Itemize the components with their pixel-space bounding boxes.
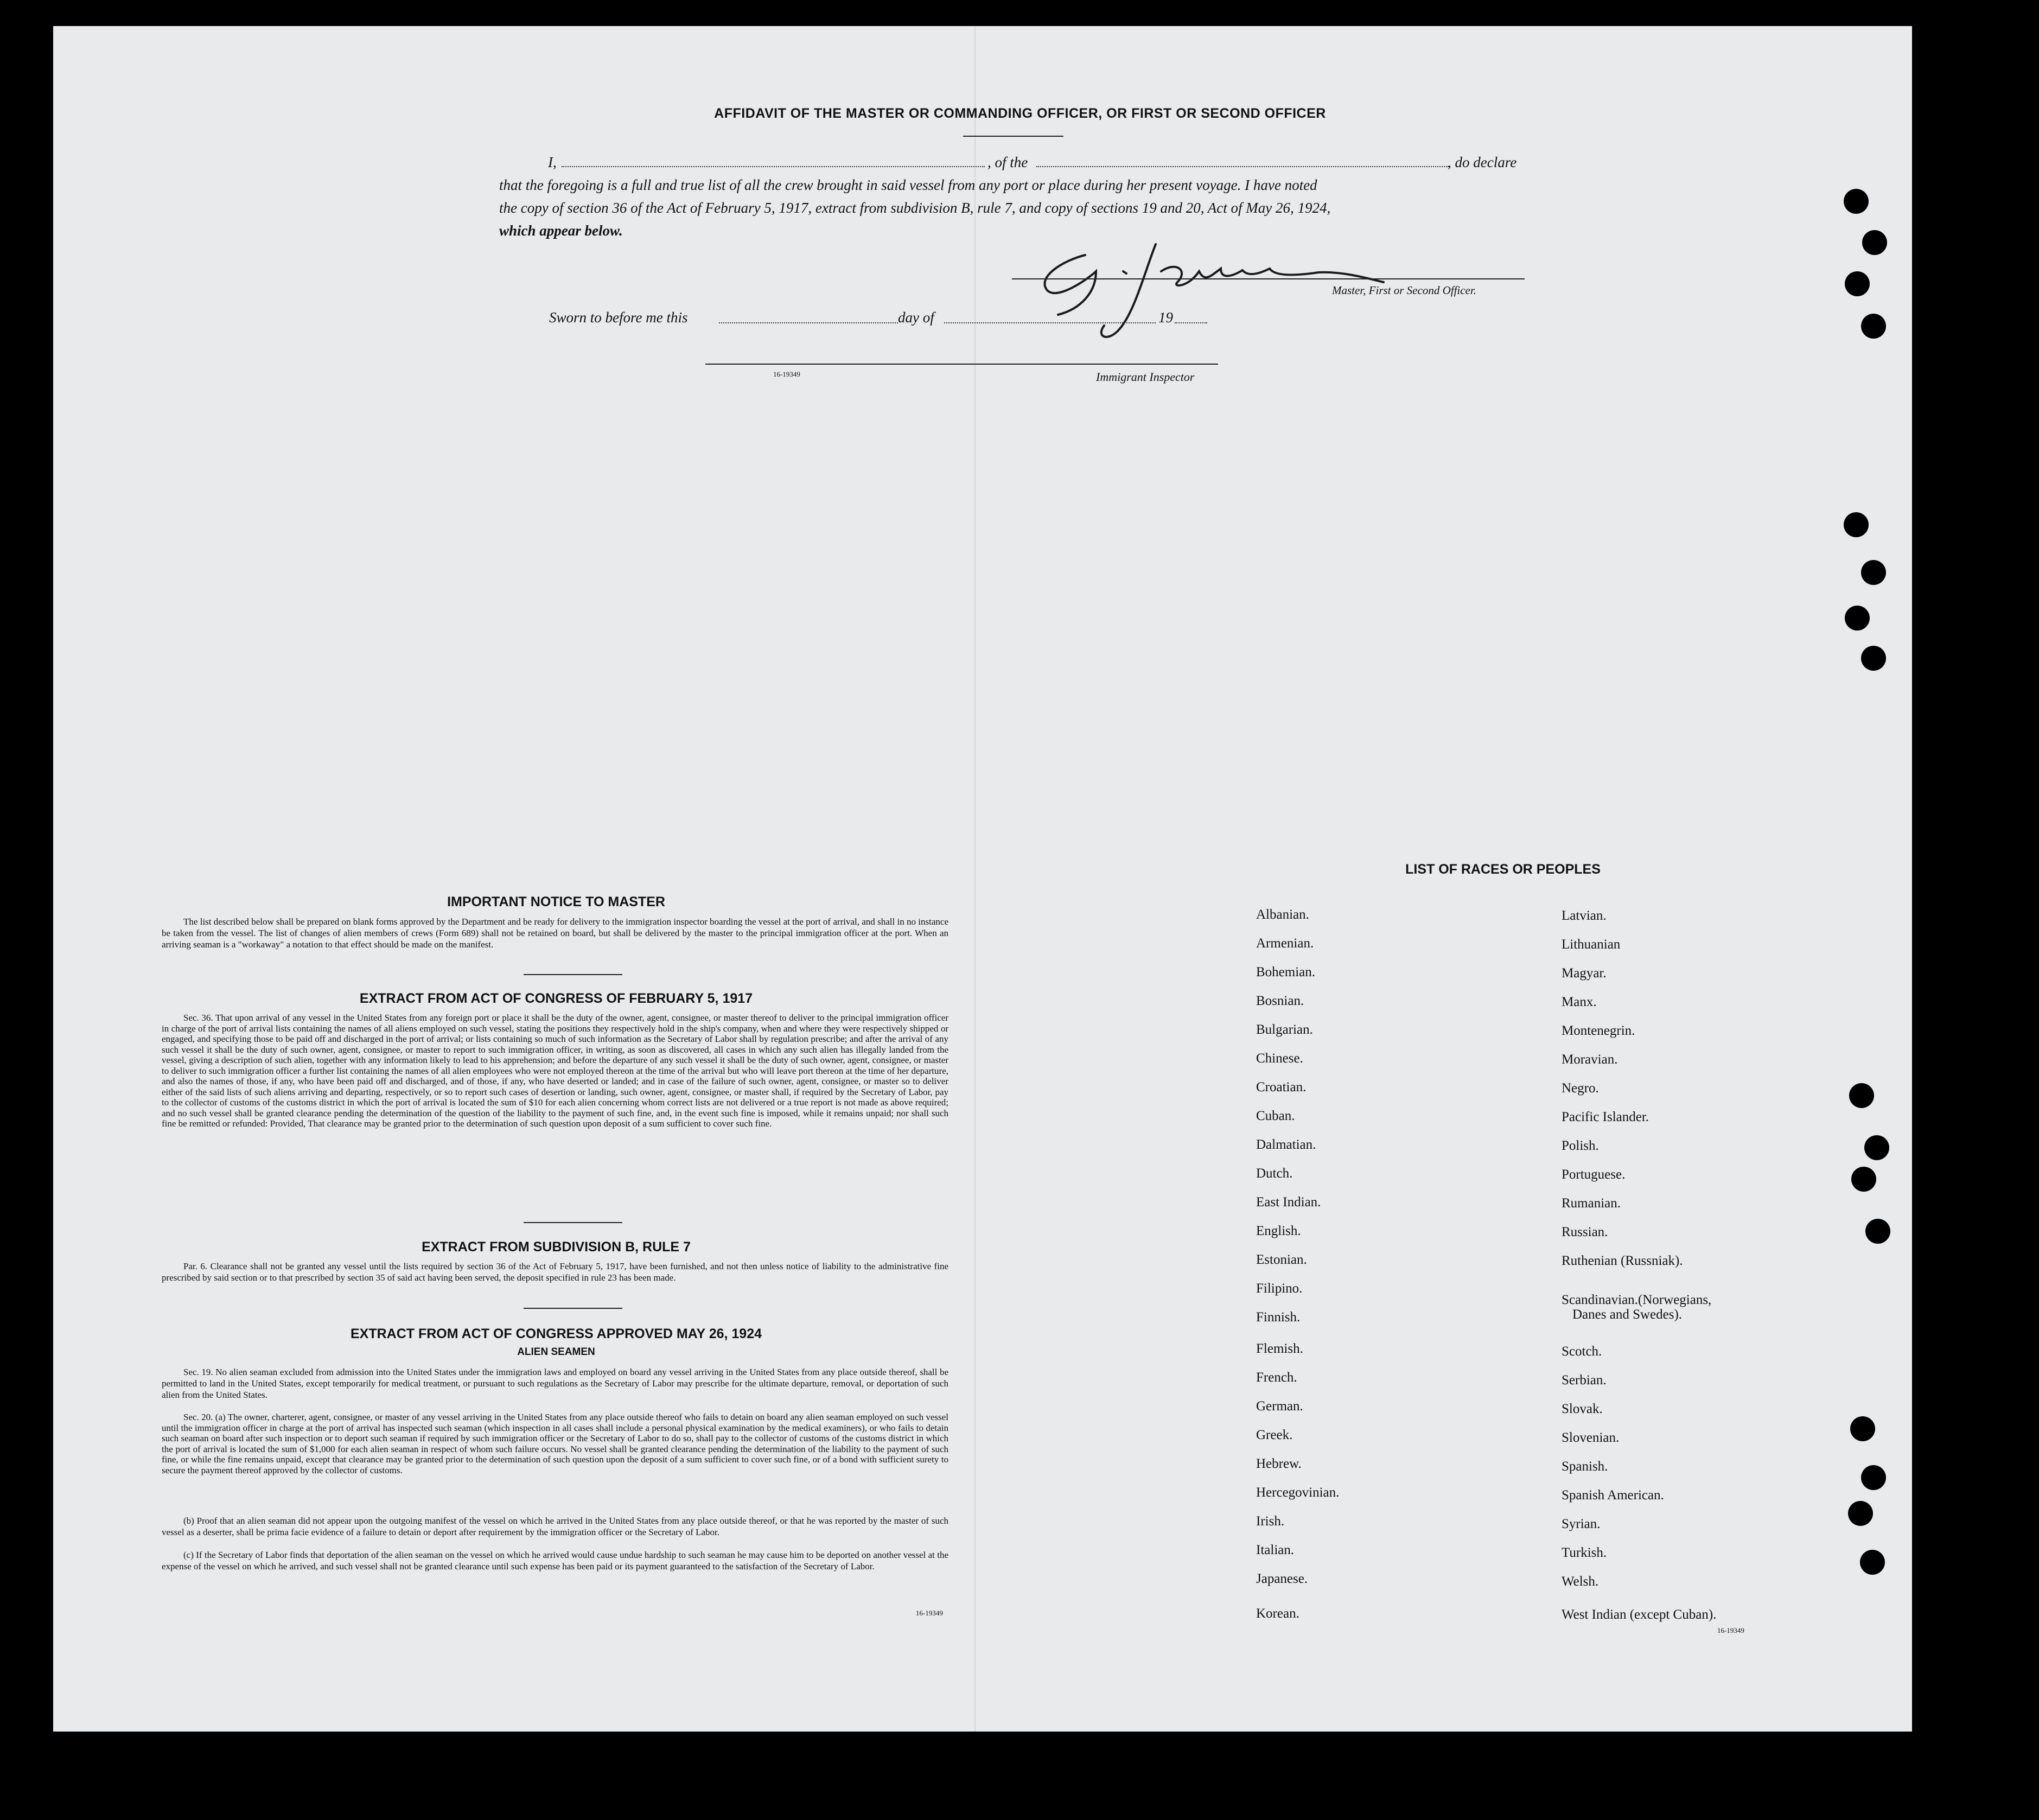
race-item: Syrian.: [1562, 1517, 1601, 1531]
race-item: Estonian.: [1256, 1252, 1307, 1267]
punch-hole: [1849, 1083, 1874, 1108]
punch-hole: [1845, 271, 1870, 296]
race-item: Armenian.: [1256, 936, 1314, 951]
race-item: West Indian (except Cuban).: [1562, 1607, 1717, 1622]
race-item: East Indian.: [1256, 1195, 1321, 1210]
notice-body: The list described below shall be prepared on blank forms approved by the Department and be ready for delivery to the immigration inspector boarding the vessel at the port of arrival, and shall in no instance be taken from the vessel. The list of changes of alien members of crews (Form 689) shall not be retained on board, but shall be delivered by the master to the principal immigration officer at the port. When an arriving seaman is a "workaway" a notation to that effect should be made on the manifest.: [162, 917, 948, 950]
race-item: Serbian.: [1562, 1373, 1607, 1388]
sec19-body: Sec. 19. No alien seaman excluded from admission into the United States under the immigration laws and employed on board any vessel arriving in the United States from any place outside thereof, shall be permitted to land in the United States, except temporarily for medical treatment, or pursuant to such regulations as the Secretary of Labor may prescribe for the ultimate departure, removal, or deportation of such alien from the United States.: [162, 1367, 948, 1400]
document-sheet: [53, 26, 1912, 1732]
race-item: Spanish.: [1562, 1459, 1608, 1474]
punch-hole: [1861, 1465, 1886, 1490]
race-item: Negro.: [1562, 1081, 1599, 1096]
affidavit-line2: that the foregoing is a full and true list of all the crew brought in said vessel from any port or place during her present voyage. I have noted: [499, 177, 1317, 193]
race-item: Welsh.: [1562, 1574, 1599, 1589]
notice-title: IMPORTANT NOTICE TO MASTER: [447, 894, 665, 909]
divider: [524, 1222, 622, 1223]
punch-hole: [1844, 189, 1869, 214]
race-item: Cuban.: [1256, 1109, 1295, 1123]
rule7-title: EXTRACT FROM SUBDIVISION B, RULE 7: [422, 1239, 691, 1255]
race-item: Magyar.: [1562, 966, 1607, 981]
punch-hole: [1862, 230, 1887, 255]
race-item: Greek.: [1256, 1428, 1293, 1442]
race-item: Manx.: [1562, 995, 1597, 1009]
race-item: English.: [1256, 1224, 1301, 1238]
divider: [524, 1308, 622, 1309]
race-item: Portuguese.: [1562, 1167, 1626, 1182]
sworn-day-field[interactable]: [719, 322, 898, 323]
race-item: Pacific Islander.: [1562, 1110, 1649, 1124]
punch-hole: [1865, 1219, 1890, 1244]
sec20b-body: (b) Proof that an alien seaman did not appear upon the outgoing manifest of the vessel on which he arrived in the United States from any place outside thereof, or that he was reported by the master of such vessel as a deserter, shall be prima facie evidence of a failure to detain or deport after requirement by the immigration officer or the Secretary of Labor.: [162, 1516, 948, 1537]
punch-hole: [1861, 314, 1886, 339]
race-item: Flemish.: [1256, 1341, 1303, 1356]
race-item: Korean.: [1256, 1606, 1299, 1621]
punch-hole: [1850, 1416, 1875, 1441]
extract-1924-subtitle: ALIEN SEAMEN: [517, 1346, 595, 1358]
divider: [524, 974, 622, 975]
month-field[interactable]: [944, 322, 1156, 323]
punch-hole: [1861, 560, 1886, 585]
race-item: Polish.: [1562, 1138, 1599, 1153]
sec20c-body: (c) If the Secretary of Labor finds that deportation of the alien seaman on the vessel on which he arrived would cause undue hardship to such seaman he may cause him to be deported on another vessel at the expense of the vessel on which he arrived, and such vessel shall not be granted clearance until such expense has been paid or its payment guaranteed to the satisfaction of the Secretary of Labor.: [162, 1550, 948, 1571]
race-item: Dutch.: [1256, 1166, 1293, 1181]
race-item: Scotch.: [1562, 1344, 1602, 1359]
races-title: LIST OF RACES OR PEOPLES: [1405, 862, 1601, 877]
year-field[interactable]: [1175, 322, 1207, 323]
affidavit-of-the: , of the: [987, 154, 1028, 170]
punch-hole: [1861, 646, 1886, 671]
form-number: 16-19349: [916, 1609, 943, 1617]
race-item: Bohemian.: [1256, 965, 1316, 979]
affidavit-i: I,: [548, 154, 557, 170]
race-item: Hercegovinian.: [1256, 1485, 1340, 1500]
form-number: 16-19349: [773, 370, 800, 378]
race-item: Ruthenian (Russniak).: [1562, 1253, 1683, 1268]
race-item: Spanish American.: [1562, 1488, 1664, 1503]
affidavit-title: AFFIDAVIT OF THE MASTER OR COMMANDING OFFICER, OR FIRST OR SECOND OFFICER: [714, 106, 1326, 121]
day-of-label: day of: [898, 309, 934, 326]
race-item: Lithuanian: [1562, 937, 1621, 952]
signature-line: [1012, 278, 1525, 279]
race-item: Turkish.: [1562, 1545, 1607, 1560]
race-item: Irish.: [1256, 1514, 1285, 1529]
name-field[interactable]: [562, 166, 985, 167]
sec20a-body: Sec. 20. (a) The owner, charterer, agent, consignee, or master of any vessel arriving in the United States from any place outside thereof who fails to detain on board any alien seaman employed on such vessel until the immigration officer in charge at the port of arrival has inspected such seaman (which inspection in all cases shall include a personal physical examination by the medical examiners), or who fails to detain such seaman on board after such inspection or to deport such seaman if required by such immigration officer or the Secretary of Labor to do so, shall pay to the collector of customs of the customs district in which the port of arrival is located the sum of $1,000 for each alien seaman in respect of whom such failure occurs. No vessel shall be granted clearance pending the determination of the liability to the payment of such fine, or while the fine remains unpaid, except that clearance may be granted prior to the determination of such question upon the deposit of a sum sufficient to cover such fine, or of a bond with sufficient surety to secure the payment thereof approved by the collector of customs.: [162, 1412, 948, 1475]
race-item: Japanese.: [1256, 1571, 1308, 1586]
race-item: Dalmatian.: [1256, 1137, 1316, 1152]
vessel-field[interactable]: [1036, 166, 1449, 167]
race-item: Russian.: [1562, 1225, 1608, 1239]
sworn-label: Sworn to before me this: [549, 309, 688, 326]
race-item: Montenegrin.: [1562, 1023, 1635, 1038]
punch-hole: [1845, 606, 1870, 631]
extract-1924-title: EXTRACT FROM ACT OF CONGRESS APPROVED MAY 26, 1924: [350, 1326, 762, 1341]
race-item: Bosnian.: [1256, 994, 1304, 1008]
punch-hole: [1851, 1167, 1876, 1192]
affidavit-declare: , do declare: [1448, 154, 1517, 170]
race-item: Italian.: [1256, 1543, 1295, 1557]
extract-1917-body: Sec. 36. That upon arrival of any vessel in the United States from any foreign port or place it shall be the duty of the owner, agent, consignee, or master thereof to deliver to the principal immigration officer in charge of the port of arrival lists containing the names of all aliens employed on such vessel, stating the positions they respectively hold in the ship's company, when and where they were respectively shipped or engaged, and specifying those to be paid off and discharged in the port of arrival; or lists containing so much of such information as the Secretary of Labor shall by regulation prescribe; and after the arrival of any such vessel it shall be the duty of such owner, agent, consignee, or master to report to such immigration officer, in writing, as soon as discovered, all cases in which any such alien has illegally landed from the vessel, giving a description of such alien, together with any information likely to lead to his apprehension; and before the departure of any such vessel it shall be the duty of such owner, agent, consignee, or master to deliver to such immigration officer a further list containing the names of all alien employees who were not employed thereon at the time of the arrival but who will leave port thereon at the time of her departure, and also the names of those, if any, who have been paid off and discharged, and of those, if any, who have deserted or landed; and in case of the failure of such owner, agent, consignee, or master so to deliver either of the said lists of such aliens arriving and departing, respectively, or so to report such cases of desertion or landing, such owner, agent, consignee, or master shall, if required by the Secretary of Labor, pay to the collector of customs of the customs district in which the port of arrival is located the sum of $10 for each alien concerning whom correct lists are not delivered or a true report is not made as above required; and no such vessel shall be granted clearance pending the determination of the question of the liability to the payment of such fine, and, in the event such fine is imposed, while it remains unpaid; nor shall such fine be remitted or refunded: Provided, That clearance may be granted prior to the determination of such question upon deposit of a sum sufficient to cover such fine.: [162, 1013, 948, 1129]
race-item: Slovak.: [1562, 1402, 1603, 1416]
race-item: Scandinavian.(Norwegians,: [1562, 1293, 1712, 1307]
race-item: Moravian.: [1562, 1052, 1618, 1067]
signature-caption: Master, First or Second Officer.: [1332, 284, 1476, 297]
race-item: Rumanian.: [1562, 1196, 1621, 1211]
extract-1917-title: EXTRACT FROM ACT OF CONGRESS OF FEBRUARY 5, 1917: [359, 991, 753, 1006]
race-item: Bulgarian.: [1256, 1022, 1313, 1037]
affidavit-line3: the copy of section 36 of the Act of February 5, 1917, extract from subdivision B, rule 7, and copy of sections 19 and 20, Act of May 26, 1924,: [499, 200, 1331, 216]
race-item: Filipino.: [1256, 1281, 1303, 1296]
race-item: Danes and Swedes).: [1572, 1307, 1683, 1322]
punch-hole: [1860, 1550, 1885, 1575]
punch-hole: [1864, 1135, 1889, 1160]
inspector-caption: Immigrant Inspector: [1096, 370, 1195, 384]
page-fold: [974, 26, 976, 1732]
year-label: 19: [1158, 309, 1173, 326]
punch-hole: [1844, 512, 1869, 537]
race-item: Croatian.: [1256, 1080, 1307, 1094]
race-item: Hebrew.: [1256, 1456, 1302, 1471]
punch-hole: [1848, 1501, 1873, 1526]
race-item: Slovenian.: [1562, 1430, 1620, 1445]
divider: [963, 136, 1063, 137]
race-item: Albanian.: [1256, 907, 1309, 922]
inspector-line: [705, 364, 1218, 365]
form-number: 16-19349: [1717, 1626, 1744, 1634]
race-item: Chinese.: [1256, 1051, 1303, 1066]
affidavit-line4: which appear below.: [499, 222, 623, 239]
race-item: German.: [1256, 1399, 1303, 1414]
race-item: Latvian.: [1562, 908, 1607, 923]
rule7-body: Par. 6. Clearance shall not be granted any vessel until the lists required by section 36 of the Act of February 5, 1917, have been furnished, and not then unless notice of liability to the administrative fine prescribed by said section or to that prescribed by section 35 of said act having been served, the deposit specified in rule 23 has been made.: [162, 1261, 948, 1283]
race-item: French.: [1256, 1370, 1297, 1385]
race-item: Finnish.: [1256, 1310, 1301, 1325]
